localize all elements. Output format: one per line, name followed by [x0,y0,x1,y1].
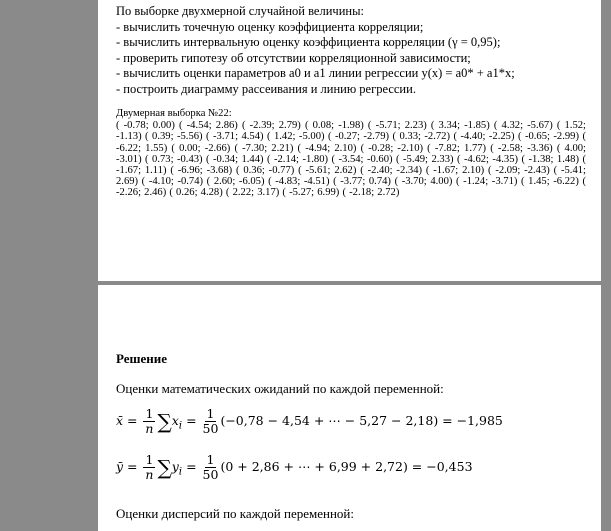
solution-block [116,351,586,521]
denominator: 50 [202,467,219,482]
x-mean-formula: x̄ = $\frac{1}{n}$ $\sum x_i$ = $\frac{1}{50}$ (−0,78 − 4,54 + ⋯ − 5,27 − 2,18) = −1,985 [116,406,503,436]
dispersion-heading: Оценки дисперсий по каждой переменной: [116,506,354,521]
means-heading: Оценки математических ожиданий по каждой переменной: [116,381,444,396]
sample-data: ( -0.78; 0.00) ( -4.54; 2.86) ( -2.39; 2.79) ( 0.08; -1.98) ( -5.71; 2.23) ( 3.34; -1.85) ( 4.32; -5.67) ( 1.52; -1.13) ( 0.39; -5.56) ( -3.71; 4.54) ( 1.42; -5.00) ( -0.27; -2.79) ( 0.33; -2.72) ( -4.40; -2.25) ( -0.65; -2.99) ( -6.22; 1.55) ( 0.00; -2.66) ( -7.30; 2.21) ( -4.94; 2.10) ( -0.28; -2.10) ( -7.82; 1.77) ( -2.58; -3.36) ( 4.00; -3.01) ( 0.73; -0.43) ( -0.34; 1.44) ( -2.14; -1.80) ( -3.54; -0.60) ( -5.49; 2.33) ( -4.62; -4.35) ( -1.38; 1.48) ( -1.67; 1.11) ( -6.96; -3.68) ( 0.36; -0.77) ( -5.61; 2.62) ( -2.40; -2.34) ( -1.67; 2.10) ( -2.09; -2.43) ( -5.41; 2.69) ( -4.10; -0.74) ( 2.60; -6.05) ( -4.83; -4.51) ( -3.77; 0.74) ( -3.70; 4.00) ( -1.24; -3.71) ( 1.45; -6.22) ( -2.26; 2.46) ( 0.26; 4.28) ( 2.22; 3.17) ( -5.27; 6.99) ( -2.18; 2.72) [116,120,586,199]
task-item: - вычислить интервальную оценку коэффициента корреляции (γ = 0,95); [116,35,501,49]
y-mean-expression: (0 + 2,86 + ⋯ + 6,99 + 2,72) = −0,453 [220,459,473,474]
page-task [98,0,601,281]
task-item: - проверить гипотезу об отсутствии корреляционной зависимости; [116,50,471,65]
x-mean-expression: (−0,78 − 4,54 + ⋯ − 5,27 − 2,18) = −1,985 [220,413,503,428]
sample-title: Двумерная выборка №22: [116,108,232,119]
page-solution [98,285,601,531]
task-item: - построить диаграмму рассеивания и линию регрессии. [116,81,416,96]
sample-block [116,108,586,199]
task-intro: По выборке двухмерной случайной величины: [116,4,364,18]
solution-heading: Решение [116,351,168,366]
y-mean-formula: ȳ = $\frac{1}{n}$ $\sum y_i$ = $\frac{1}{50}$ (0 + 2,86 + ⋯ + 6,99 + 2,72) = −0,453 [116,452,473,482]
task-block [116,4,596,97]
task-item: - вычислить оценки параметров a0 и a1 линии регрессии y(x) = a0* + a1*x; [116,66,515,80]
task-item: - вычислить точечную оценку коэффициента корреляции; [116,19,424,34]
denominator: 50 [202,421,219,436]
